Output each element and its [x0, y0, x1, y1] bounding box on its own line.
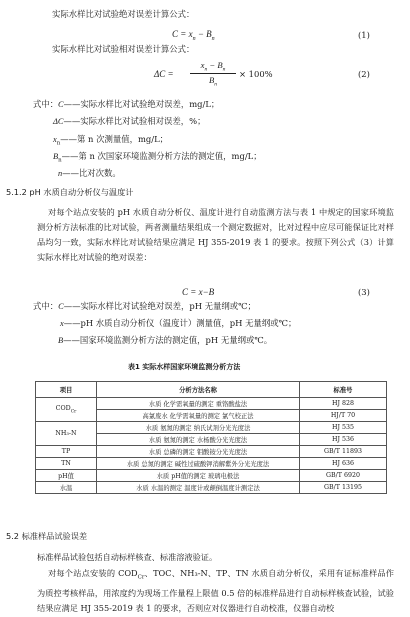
table-row	[36, 470, 387, 482]
standard-cell: HJ/T 70	[300, 410, 387, 422]
method-cell: 水质 水温的测定 温度计或颠倒温度计测定法	[97, 482, 300, 494]
table-caption: 表1 实际水样国家环境监测分析方法	[128, 363, 241, 371]
standard-cell: HJ 636	[300, 458, 387, 470]
table-header-row	[36, 382, 387, 398]
item-nh3n: NH₃-N	[36, 422, 97, 446]
table-row	[36, 458, 387, 470]
item-tn: TN	[36, 458, 97, 470]
item-tp: TP	[36, 446, 97, 458]
section-5-1-2-heading: 5.1.2 pH 水质自动分析仪与温度计	[6, 187, 134, 197]
def1-lead: 式中：	[33, 99, 59, 109]
section-5-1-2-paragraph: 对每个站点安装的 pH 水质自动分析仪、温度计进行自动监测方法与表 1 中规定的国家环境监测分析方法标准的比对试验，两者测量结果组成一个测定数据对，比对过程中应尽可能保证比对样品均匀一致，实际水样比对试验结果应满足 HJ 355-2019 表 1 的要求。按照下列公式（3）计算实际水样比对试验的绝对误差：	[37, 207, 394, 262]
section-5-2-intro: 标准样品试验包括自动标样核查、标准溶液验证。	[37, 552, 218, 562]
abs-error-label: 实际水样比对试验绝对误差计算公式：	[52, 9, 195, 19]
method-cell: 高氯废水 化学需氧量的测定 氯气校正法	[97, 410, 300, 422]
method-cell: 水质 氨氮的测定 纳氏试剂分光光度法	[97, 422, 300, 434]
section-5-2-heading: 5.2 标准样品试验误差	[6, 531, 88, 541]
method-cell: 水质 化学需氧量的测定 重铬酸盐法	[97, 398, 300, 410]
methods-table	[35, 381, 387, 494]
rel-error-label: 实际水样比对试验相对误差计算公式：	[52, 44, 195, 54]
method-cell: 水质 总氮的测定 碱性过硫酸钾消解紫外分光光度法	[97, 458, 300, 470]
equation-2-tail: × 100%	[239, 69, 273, 79]
section-5-2-paragraph: 对每个站点安装的 $COD_{Cr}$、TOC、NH₃-N、TP、TN 水质自动分析仪，采用有证标准样品作为质控考核样品，用浓度约为现场工作量程上限值 0.5 倍的标准样品进行自动标样核查试验，试验结果应满足 HJ 355-2019 表 1 的要求，否则应对仪器进行自动校准，仪器自动校	[37, 568, 394, 613]
table-row	[36, 446, 387, 458]
def1-n: n——比对次数。	[58, 168, 121, 178]
standard-cell: GB/T 6920	[300, 470, 387, 482]
def1-deltac: ΔC——实际水样比对试验相对误差，%；	[53, 116, 206, 126]
equation-3-number: (3)	[358, 287, 370, 297]
item-water-temp: 水温	[36, 482, 97, 494]
standard-cell: GB/T 13195	[300, 482, 387, 494]
method-cell: 水质 总磷的测定 钼酸铵分光光度法	[97, 446, 300, 458]
def2-x: x——pH 水质自动分析仪（温度计）测量值，pH 无量纲或℃；	[60, 318, 297, 328]
standard-cell: HJ 828	[300, 398, 387, 410]
fraction-bar	[190, 73, 236, 74]
equation-3: C = x−B	[182, 287, 215, 297]
def2-b: B——国家环境监测分析方法的测定值，pH 无量纲或℃。	[58, 335, 273, 345]
def2-c: 式中：C——实际水样比对试验绝对误差，pH 无量纲或℃；	[33, 301, 256, 311]
item-ph: pH值	[36, 470, 97, 482]
def1-xn: $x_n——$第 n 次测量值，mg/L；	[53, 134, 169, 147]
method-cell: 水质 pH值的测定 玻璃电极法	[97, 470, 300, 482]
equation-2-numerator: $x_n - B_n$	[200, 60, 226, 73]
def1-bn: $B_n——$第 n 次国家环境监测分析方法的测定值，mg/L；	[53, 151, 262, 164]
header-method: 分析方法名称	[97, 382, 300, 398]
equation-1-number: (1)	[358, 30, 370, 40]
standard-cell: HJ 536	[300, 434, 387, 446]
equation-2-denominator: $B_n$	[209, 75, 217, 88]
header-standard: 标准号	[300, 382, 387, 398]
def1-c: C——实际水样比对试验绝对误差，mg/L；	[58, 99, 220, 109]
item-codcr: $COD_{Cr}$	[36, 398, 97, 422]
equation-2-lhs: ΔC =	[154, 69, 174, 79]
equation-2-number: (2)	[358, 69, 370, 79]
table-row	[36, 482, 387, 494]
standard-cell: GB/T 11893	[300, 446, 387, 458]
table-row	[36, 398, 387, 410]
equation-1: $C = x_n - B_n$	[172, 29, 215, 42]
table-row	[36, 422, 387, 434]
header-item: 项目	[36, 382, 97, 398]
standard-cell: HJ 535	[300, 422, 387, 434]
method-cell: 水质 氨氮的测定 水杨酸分光光度法	[97, 434, 300, 446]
